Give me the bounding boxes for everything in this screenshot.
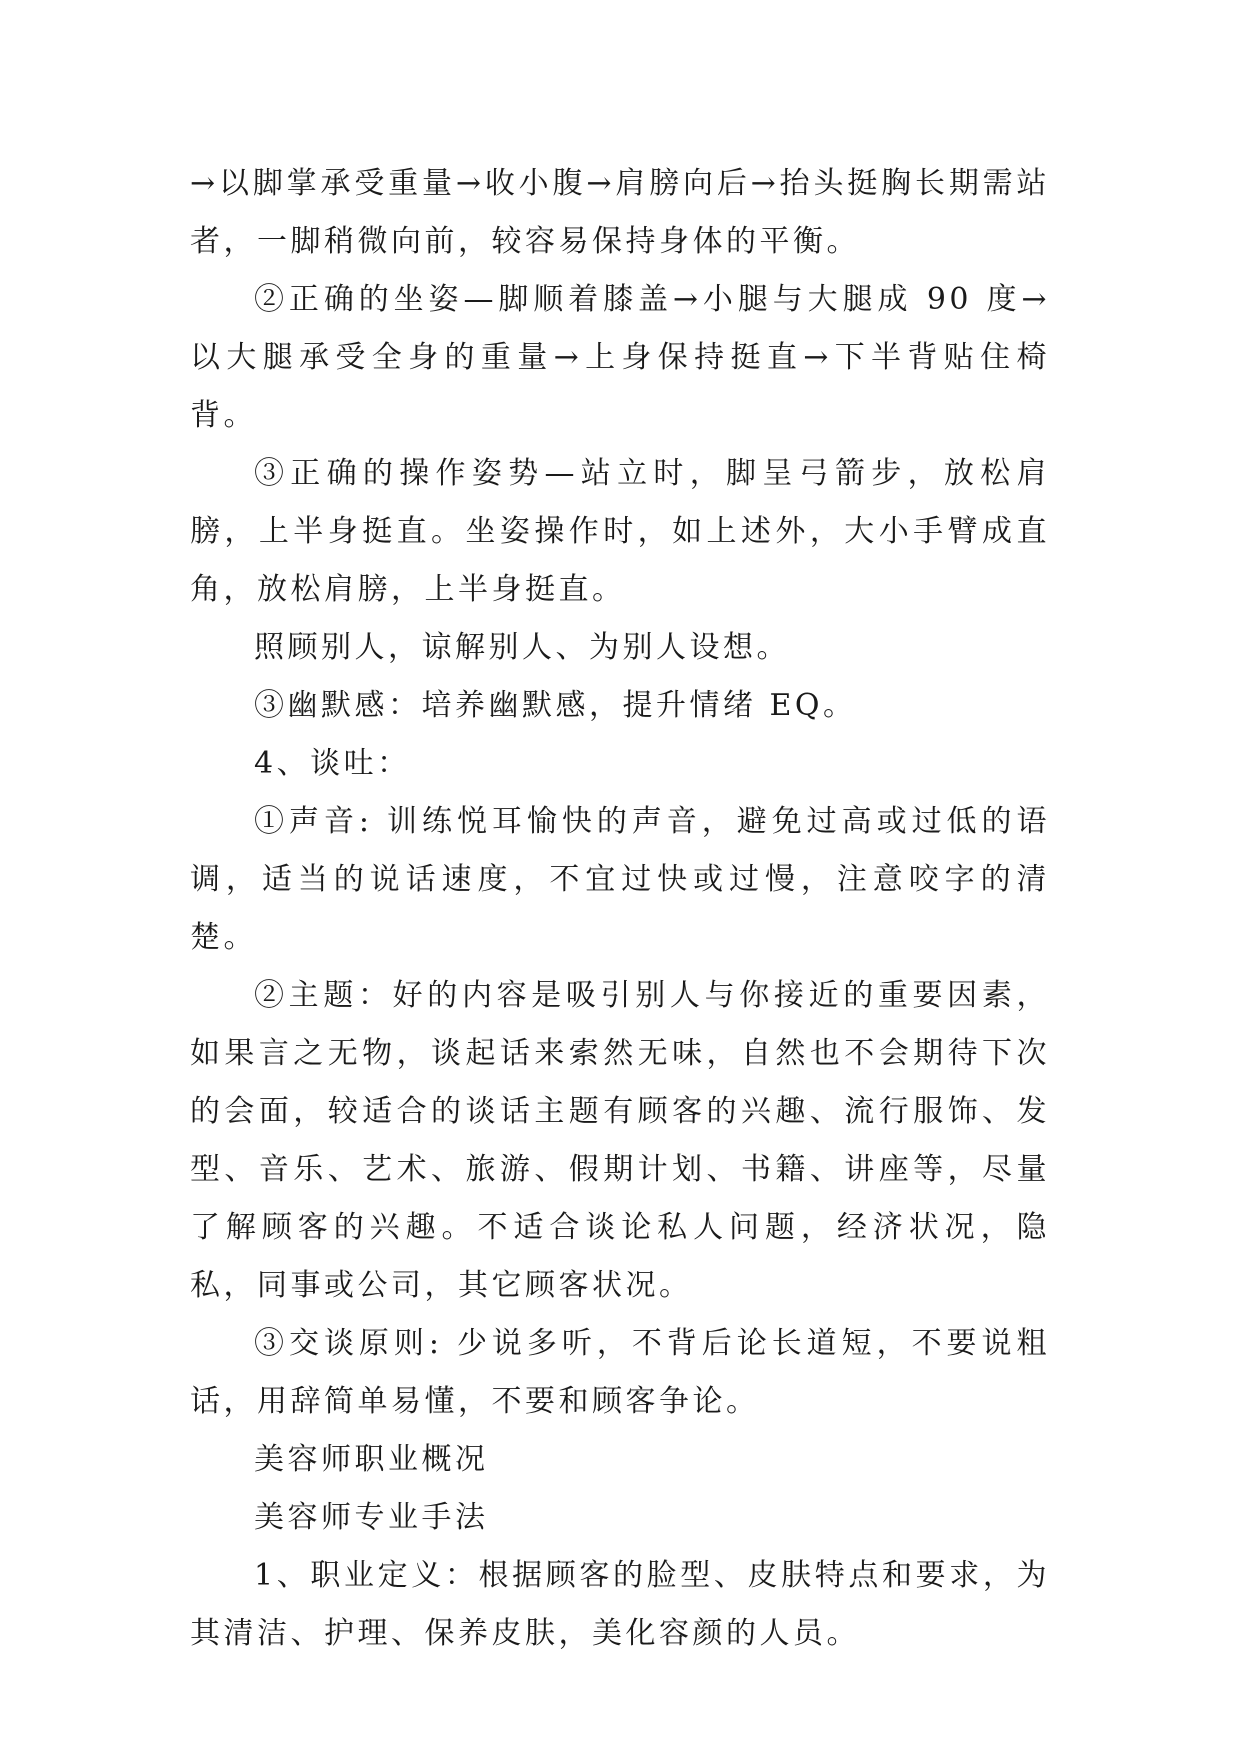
heading-career-overview: 美容师职业概况 <box>254 1442 489 1477</box>
document-body <box>190 155 1050 1663</box>
heading-professional-techniques: 美容师专业手法 <box>254 1500 489 1535</box>
paragraph-career-definition: 1、职业定义：根据顾客的脸型、皮肤特点和要求，为其清洁、护理、保养皮肤，美化容颜的人员。 <box>190 1558 1050 1651</box>
paragraph-topic: ②主题：好的内容是吸引别人与你接近的重要因素，如果言之无物，谈起话来索然无味，自然也不会期待下次的会面，较适合的谈话主题有顾客的兴趣、流行服饰、发型、音乐、艺术、旅游、假期计划、书籍、讲座等，尽量了解顾客的兴趣。不适合谈论私人问题，经济状况，隐私，同事或公司，其它顾客状况。 <box>190 978 1050 1303</box>
paragraph-voice: ①声音: 训练悦耳愉快的声音，避免过高或过低的语调，适当的说话速度，不宜过快或过慢，注意咬字的清楚。 <box>190 804 1050 955</box>
paragraph-sitting-posture: ②正确的坐姿—脚顺着膝盖→小腿与大腿成 90 度→以大腿承受全身的重量→上身保持挺直→下半背贴住椅背。 <box>190 282 1050 433</box>
paragraph-standing-posture: →以脚掌承受重量→收小腹→肩膀向后→抬头挺胸长期需站者，一脚稍微向前，较容易保持身体的平衡。 <box>190 166 1050 259</box>
section-heading-speech: 4、谈吐： <box>254 746 411 781</box>
paragraph-care-for-others: 照顾别人，谅解别人、为别人设想。 <box>254 630 790 665</box>
paragraph-operating-posture: ③正确的操作姿势—站立时，脚呈弓箭步，放松肩膀，上半身挺直。坐姿操作时，如上述外，大小手臂成直角，放松肩膀，上半身挺直。 <box>190 456 1050 607</box>
paragraph-conversation-principles: ③交谈原则: 少说多听，不背后论长道短，不要说粗话，用辞简单易懂，不要和顾客争论。 <box>190 1326 1050 1419</box>
paragraph-humor: ③幽默感：培养幽默感，提升情绪 EQ。 <box>254 688 857 723</box>
